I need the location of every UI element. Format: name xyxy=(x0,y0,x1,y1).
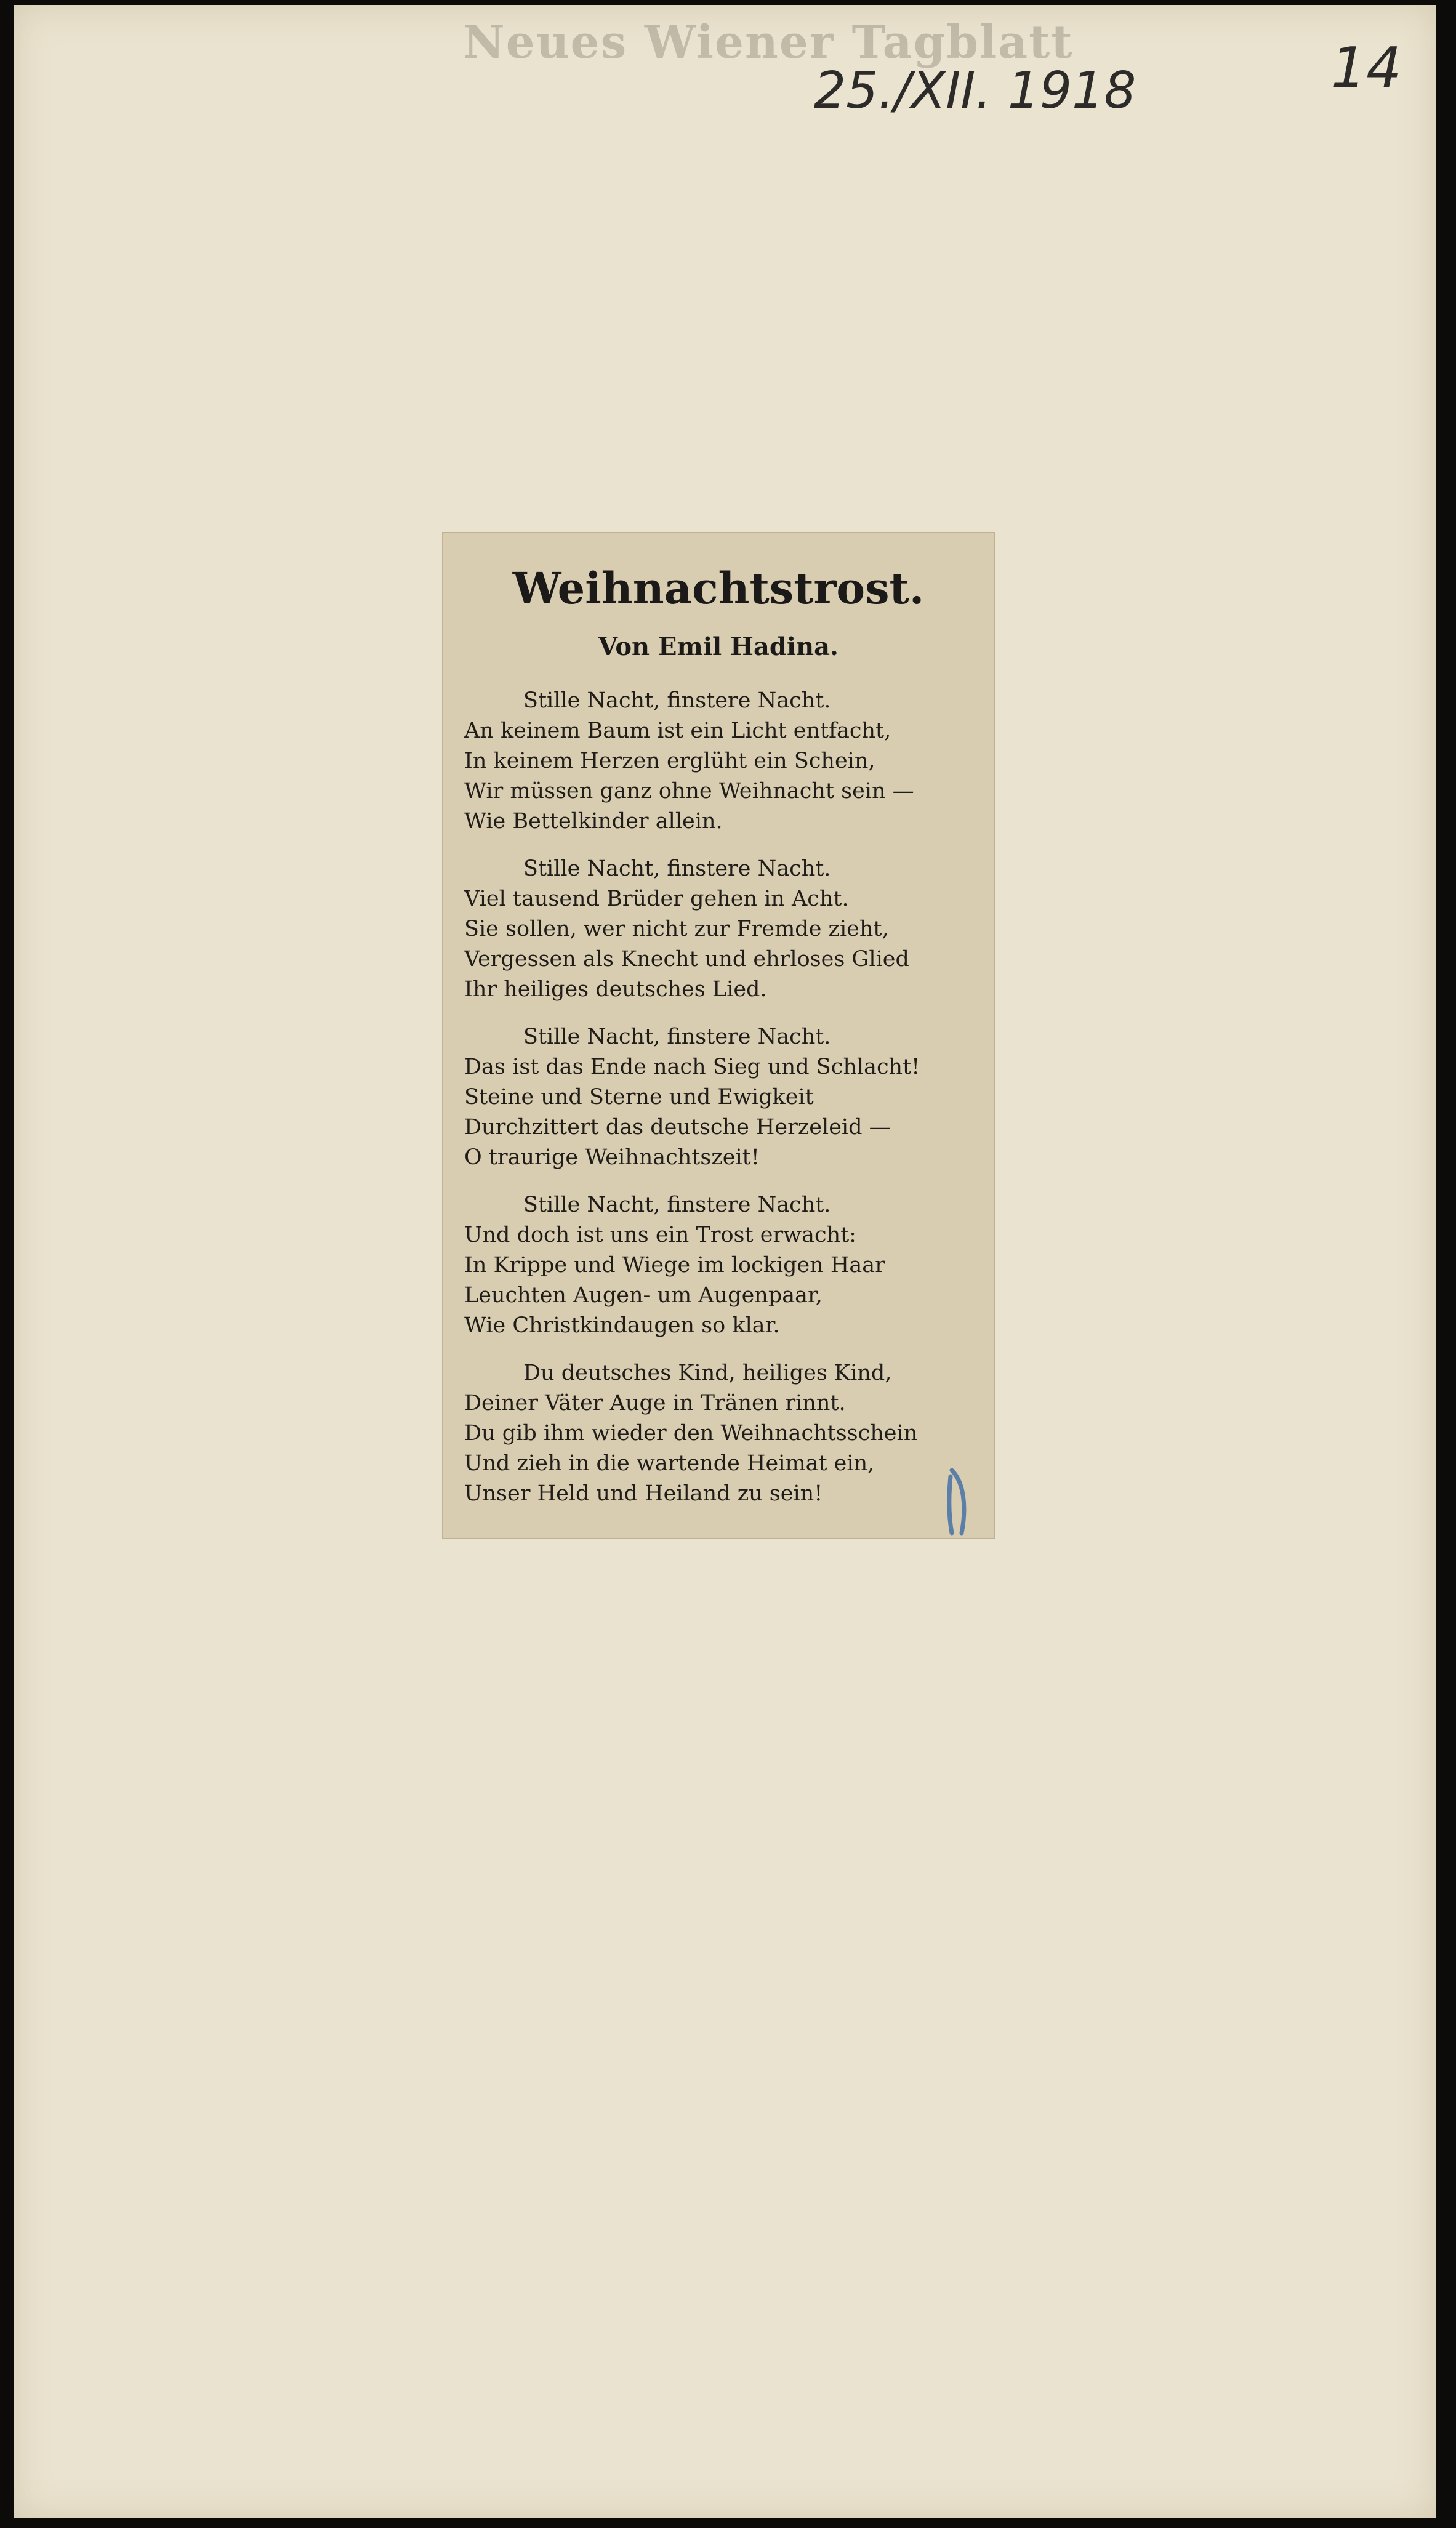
verse-line: O traurige Weihnachtszeit! xyxy=(464,1145,760,1170)
verse-line: Wie Bettelkinder allein. xyxy=(464,809,723,834)
verse-line: Durchzittert das deutsche Herzeleid — xyxy=(464,1115,891,1140)
verse-line: Wie Christkindaugen so klar. xyxy=(464,1313,780,1338)
poem-title: Weihnachtstrost. xyxy=(512,563,925,614)
verse-line: Wir müssen ganz ohne Weihnacht sein — xyxy=(464,779,914,803)
verse-line: Stille Nacht, finstere Nacht. xyxy=(523,688,831,713)
verse-line: In Krippe und Wiege im lockigen Haar xyxy=(464,1253,885,1278)
verse-line: Unser Held und Heiland zu sein! xyxy=(464,1481,823,1506)
stanza-4 xyxy=(461,1190,976,1341)
handwritten-page-number: 14 xyxy=(1331,36,1402,100)
verse-line: Du gib ihm wieder den Weihnachtsschein xyxy=(464,1421,918,1446)
stanza-5 xyxy=(461,1358,976,1509)
verse-line: Leuchten Augen- um Augenpaar, xyxy=(464,1283,823,1308)
verse-line: Das ist das Ende nach Sieg und Schlacht! xyxy=(464,1055,920,1079)
poem-byline: Von Emil Hadina. xyxy=(598,632,839,661)
newspaper-stamp: Neues Wiener Tagblatt xyxy=(463,16,1074,69)
verse-line: In keinem Herzen erglüht ein Schein, xyxy=(464,749,875,773)
verse-line: Stille Nacht, finstere Nacht. xyxy=(523,1024,831,1049)
verse-line: Und doch ist uns ein Trost erwacht: xyxy=(464,1223,856,1247)
verse-line: Ihr heiliges deutsches Lied. xyxy=(464,977,767,1002)
verse-line: Steine und Sterne und Ewigkeit xyxy=(464,1085,814,1109)
verse-line: Deiner Väter Auge in Tränen rinnt. xyxy=(464,1391,846,1415)
verse-line: Viel tausend Brüder gehen in Acht. xyxy=(464,887,849,911)
stanza-3 xyxy=(461,1022,976,1173)
verse-line: An keinem Baum ist ein Licht entfacht, xyxy=(464,719,891,743)
stanza-1 xyxy=(461,686,976,837)
stanza-2 xyxy=(461,854,976,1005)
verse-line: Sie sollen, wer nicht zur Fremde zieht, xyxy=(464,917,889,941)
handwritten-date: 25./XII. 1918 xyxy=(814,62,1136,120)
verse-line: Und zieh in die wartende Heimat ein, xyxy=(464,1451,875,1476)
verse-line: Stille Nacht, finstere Nacht. xyxy=(523,856,831,881)
verse-line: Vergessen als Knecht und ehrloses Glied xyxy=(464,947,909,972)
newspaper-clipping xyxy=(443,533,994,1538)
verse-line: Du deutsches Kind, heiliges Kind, xyxy=(523,1361,892,1385)
blue-pencil-mark xyxy=(946,1464,970,1537)
verse-line: Stille Nacht, finstere Nacht. xyxy=(523,1193,831,1217)
